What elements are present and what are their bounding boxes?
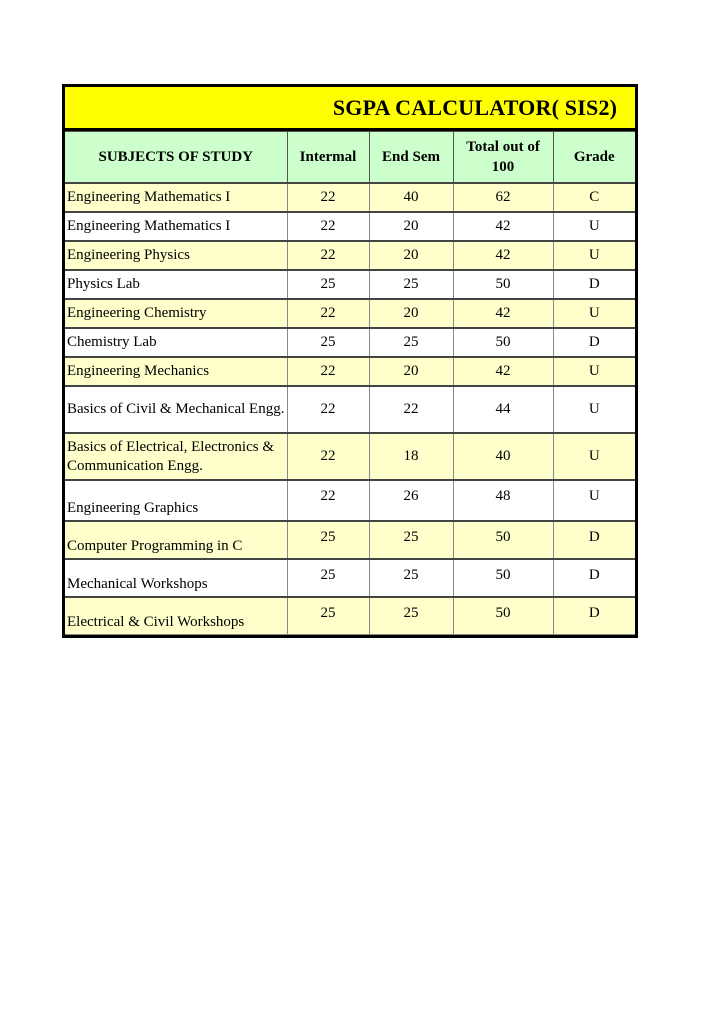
end-sem-cell[interactable]: 25	[369, 270, 453, 299]
header-internal: Intermal	[287, 132, 369, 184]
table-row	[65, 270, 635, 299]
table-row	[65, 559, 635, 597]
end-sem-cell[interactable]: 26	[369, 480, 453, 521]
title-bar	[65, 87, 635, 131]
grade-cell: U	[553, 386, 635, 433]
table-row	[65, 183, 635, 212]
grade-cell: U	[553, 480, 635, 521]
sgpa-sheet	[62, 84, 638, 638]
internal-cell[interactable]: 22	[287, 480, 369, 521]
grade-cell: D	[553, 328, 635, 357]
table-row	[65, 480, 635, 521]
subject-cell[interactable]: Physics Lab	[65, 270, 287, 299]
subject-cell[interactable]: Computer Programming in C	[65, 521, 287, 559]
table-row	[65, 328, 635, 357]
end-sem-cell[interactable]: 18	[369, 433, 453, 480]
total-cell: 42	[453, 357, 553, 386]
internal-cell[interactable]: 25	[287, 559, 369, 597]
grade-cell: C	[553, 183, 635, 212]
total-cell: 44	[453, 386, 553, 433]
end-sem-cell[interactable]: 20	[369, 357, 453, 386]
grade-cell: D	[553, 597, 635, 635]
table-row	[65, 386, 635, 433]
header-grade: Grade	[553, 132, 635, 184]
subject-cell[interactable]: Chemistry Lab	[65, 328, 287, 357]
total-cell: 42	[453, 241, 553, 270]
internal-cell[interactable]: 22	[287, 357, 369, 386]
total-cell: 62	[453, 183, 553, 212]
total-cell: 50	[453, 597, 553, 635]
total-cell: 42	[453, 299, 553, 328]
end-sem-cell[interactable]: 40	[369, 183, 453, 212]
end-sem-cell[interactable]: 25	[369, 521, 453, 559]
header-end-sem: End Sem	[369, 132, 453, 184]
internal-cell[interactable]: 25	[287, 521, 369, 559]
end-sem-cell[interactable]: 25	[369, 328, 453, 357]
grade-cell: D	[553, 521, 635, 559]
internal-cell[interactable]: 22	[287, 433, 369, 480]
table-row	[65, 433, 635, 480]
end-sem-cell[interactable]: 25	[369, 597, 453, 635]
subject-cell[interactable]: Engineering Mathematics I	[65, 212, 287, 241]
end-sem-cell[interactable]: 22	[369, 386, 453, 433]
subject-cell[interactable]: Engineering Chemistry	[65, 299, 287, 328]
table-row	[65, 299, 635, 328]
total-cell: 50	[453, 270, 553, 299]
internal-cell[interactable]: 25	[287, 597, 369, 635]
subject-cell[interactable]: Electrical & Civil Workshops	[65, 597, 287, 635]
end-sem-cell[interactable]: 25	[369, 559, 453, 597]
grade-cell: U	[553, 357, 635, 386]
total-cell: 48	[453, 480, 553, 521]
internal-cell[interactable]: 25	[287, 328, 369, 357]
table-row	[65, 521, 635, 559]
grade-cell: U	[553, 299, 635, 328]
table-row	[65, 212, 635, 241]
total-cell: 50	[453, 521, 553, 559]
end-sem-cell[interactable]: 20	[369, 212, 453, 241]
header-row	[65, 132, 635, 184]
subject-cell[interactable]: Basics of Civil & Mechanical Engg.	[65, 386, 287, 433]
total-cell: 40	[453, 433, 553, 480]
internal-cell[interactable]: 25	[287, 270, 369, 299]
total-cell: 50	[453, 559, 553, 597]
internal-cell[interactable]: 22	[287, 386, 369, 433]
total-cell: 50	[453, 328, 553, 357]
internal-cell[interactable]: 22	[287, 183, 369, 212]
grades-table	[65, 131, 635, 635]
header-total: Total out of 100	[453, 132, 553, 184]
internal-cell[interactable]: 22	[287, 299, 369, 328]
table-row	[65, 241, 635, 270]
subject-cell[interactable]: Engineering Graphics	[65, 480, 287, 521]
subject-cell[interactable]: Engineering Mechanics	[65, 357, 287, 386]
page-title: SGPA CALCULATOR( SIS2)	[332, 95, 618, 120]
subject-cell[interactable]: Engineering Mathematics I	[65, 183, 287, 212]
internal-cell[interactable]: 22	[287, 212, 369, 241]
total-cell: 42	[453, 212, 553, 241]
header-subject: SUBJECTS OF STUDY	[65, 132, 287, 184]
subject-cell[interactable]: Basics of Electrical, Electronics & Communication Engg.	[65, 433, 287, 480]
grade-cell: U	[553, 212, 635, 241]
grade-cell: U	[553, 241, 635, 270]
subject-cell[interactable]: Mechanical Workshops	[65, 559, 287, 597]
grade-cell: D	[553, 559, 635, 597]
end-sem-cell[interactable]: 20	[369, 241, 453, 270]
grade-cell: U	[553, 433, 635, 480]
table-row	[65, 597, 635, 635]
internal-cell[interactable]: 22	[287, 241, 369, 270]
end-sem-cell[interactable]: 20	[369, 299, 453, 328]
grade-cell: D	[553, 270, 635, 299]
subject-cell[interactable]: Engineering Physics	[65, 241, 287, 270]
table-row	[65, 357, 635, 386]
